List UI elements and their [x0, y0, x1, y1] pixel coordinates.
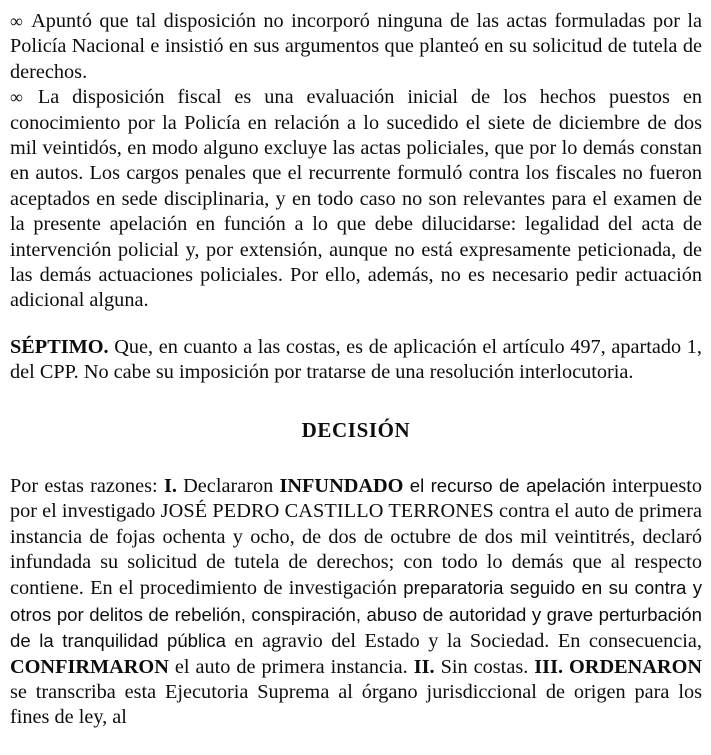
- decision-heading: DECISIÓN: [301, 417, 411, 442]
- decision-lead: Por estas razones:: [10, 474, 164, 497]
- decision-verdict-ordenaron: ORDENARON: [569, 655, 702, 678]
- decision-paragraph: [10, 473, 702, 731]
- section-spacer: [10, 314, 702, 335]
- bullet-paragraph-1-text: Apuntó que tal disposición no incorporó ninguna de las actas formuladas por la Policía Nacional e insistió en sus argumentos que planteó en su solicitud de tutela de derechos.: [10, 10, 703, 83]
- decision-segment-8: se transcriba esta Ejecutoria Suprema al órgano jurisdiccional de origen para los fines de ley, al: [10, 680, 702, 729]
- decision-verdict-infundado: INFUNDADO: [279, 474, 404, 497]
- infinity-bullet-icon: ∞: [10, 87, 23, 108]
- septimo-label: SÉPTIMO.: [10, 335, 109, 358]
- decision-after-numeral-1: Declararon: [176, 474, 280, 497]
- bullet-paragraph-2-text: La disposición fiscal es una evaluación inicial de los hechos puestos en conocimiento por la Policía en relación a lo sucedido el siete de diciembre de dos mil veintidós, en modo alguno excluye las actas policiales, que por lo demás constan en autos. Los cargos penales que el recurrente formuló contra los fiscales no fueron aceptados en sede disciplinaria, y en todo caso no son relevantes para el examen de la presente apelación en función a lo que debe dilucidarse: legalidad del acta de intervención policial y, por extensión, aunque no está expresamente peticionada, de las demás actuaciones policiales. Por ello, además, no es necesario pedir actuación adicional alguna.: [10, 86, 702, 312]
- decision-heading-spacer-bottom: [10, 443, 702, 473]
- decision-numeral-3: III.: [534, 655, 564, 678]
- septimo-paragraph: [10, 335, 702, 386]
- decision-segment-4: en agravio del Estado y la Sociedad. En consecuencia,: [225, 630, 702, 653]
- decision-verdict-confirmaron: CONFIRMARON: [10, 655, 169, 678]
- septimo-text: Que, en cuanto a las costas, es de aplicación el artículo 497, apartado 1, del CPP. No cabe su imposición por tratarse de una resolución interlocutoria.: [10, 335, 702, 384]
- decision-party-name: JOSÉ PEDRO CASTILLO TERRONES: [160, 500, 494, 523]
- decision-segment-5: el auto de primera instancia.: [168, 655, 414, 678]
- decision-segment-3: contra el auto de primera instancia de fojas ochenta y ocho, de dos de octubre de dos mil veintitrés, declaró infundada su solicitud de tutela de derechos; con todo lo demás que al respecto contiene. En el procedimiento de investigación: [10, 500, 703, 600]
- decision-segment-2: interpuesto por el investigado: [10, 474, 702, 523]
- bullet-paragraph-2: [10, 85, 702, 314]
- decision-numeral-1: I.: [163, 474, 177, 497]
- decision-segment-6: Sin costas.: [434, 655, 535, 678]
- decision-heading-spacer-top: [10, 386, 702, 418]
- decision-sans-run-2: preparatoria seguido en su contra y otros por delitos de rebelión, conspiración, abuso de autoridad y grave perturbación de la tranquilidad pública: [10, 577, 703, 652]
- bullet-paragraph-1: [10, 9, 702, 85]
- decision-numeral-2: II.: [413, 655, 435, 678]
- decision-sans-run-1: el recurso de apelación: [403, 474, 606, 496]
- infinity-bullet-icon: ∞: [10, 11, 23, 31]
